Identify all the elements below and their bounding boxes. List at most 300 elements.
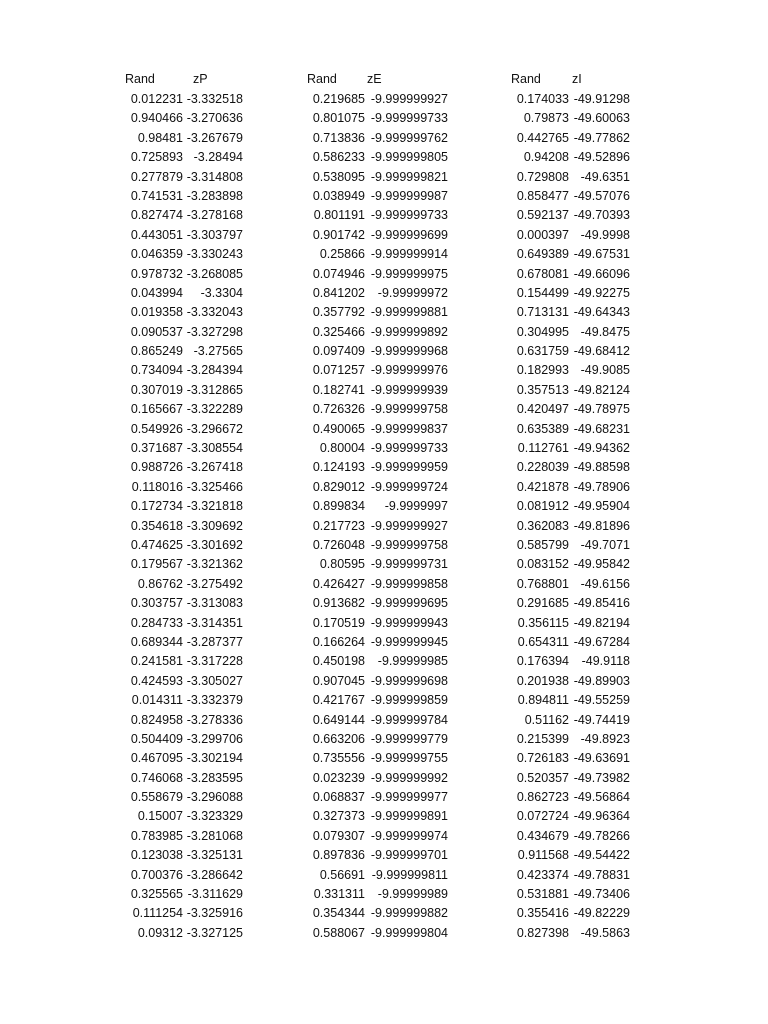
rand-cell: 0.585799 — [516, 537, 569, 552]
table-row — [118, 381, 243, 400]
z-value-cell: -9.999999891 — [370, 809, 448, 824]
z-value-cell: -9.999999974 — [370, 828, 448, 843]
header-rand: Rand — [307, 72, 337, 86]
z-value-cell: -49.57076 — [573, 188, 630, 203]
table-row — [300, 652, 448, 671]
table-row — [118, 187, 243, 206]
table-row — [118, 555, 243, 574]
rand-cell: 0.079307 — [312, 828, 365, 843]
table-row — [505, 769, 630, 788]
rand-cell: 0.303757 — [130, 596, 183, 611]
rand-cell: 0.988726 — [130, 460, 183, 475]
z-value-cell: -49.8923 — [580, 731, 630, 746]
rand-cell: 0.901742 — [312, 227, 365, 242]
table-row — [300, 284, 448, 303]
rand-cell: 0.827474 — [130, 208, 183, 223]
z-value-cell: -9.9999997 — [384, 499, 448, 514]
rand-cell: 0.746068 — [130, 770, 183, 785]
z-value-cell: -9.999999939 — [370, 382, 448, 397]
table-row — [118, 323, 243, 342]
table-row — [118, 807, 243, 826]
z-value-cell: -3.302194 — [186, 751, 243, 766]
z-value-cell: -49.60063 — [573, 111, 630, 126]
table-row — [118, 788, 243, 807]
z-value-cell: -9.999999882 — [370, 906, 448, 921]
z-value-cell: -49.73406 — [573, 887, 630, 902]
rand-cell: 0.354618 — [130, 518, 183, 533]
z-value-cell: -3.311629 — [187, 887, 243, 902]
z-value-cell: -3.321362 — [186, 557, 243, 572]
z-value-cell: -3.268085 — [186, 266, 243, 281]
table-row — [118, 749, 243, 768]
table-row — [118, 711, 243, 730]
z-value-cell: -49.78266 — [573, 828, 630, 843]
z-value-cell: -9.999999943 — [370, 615, 448, 630]
rand-cell: 0.865249 — [130, 344, 183, 359]
table-rand-zp — [118, 71, 243, 943]
rand-cell: 0.858477 — [516, 188, 569, 203]
table-row — [118, 614, 243, 633]
z-value-cell: -9.999999699 — [370, 227, 448, 242]
table-row — [118, 168, 243, 187]
table-row — [505, 129, 630, 148]
table-header — [300, 71, 448, 87]
z-value-cell: -9.99999989 — [377, 887, 448, 902]
table-row — [300, 924, 448, 943]
table-row — [118, 633, 243, 652]
rand-cell: 0.56691 — [319, 867, 365, 882]
z-value-cell: -3.330243 — [186, 247, 243, 262]
rand-cell: 0.112761 — [517, 441, 569, 456]
rand-cell: 0.166264 — [312, 634, 365, 649]
z-value-cell: -3.314808 — [186, 169, 243, 184]
rand-cell: 0.046359 — [130, 247, 183, 262]
rand-cell: 0.80595 — [319, 557, 365, 572]
table-row — [118, 730, 243, 749]
rand-cell: 0.012231 — [130, 92, 183, 106]
rand-cell: 0.725893 — [130, 150, 183, 165]
rand-cell: 0.911568 — [517, 848, 569, 863]
table-row — [505, 303, 630, 322]
rand-cell: 0.074946 — [312, 266, 365, 281]
z-value-cell: -49.81896 — [573, 518, 630, 533]
table-row — [505, 652, 630, 671]
z-value-cell: -9.999999698 — [370, 673, 448, 688]
z-value-cell: -49.68412 — [573, 344, 630, 359]
table-row — [118, 652, 243, 671]
z-value-cell: -49.9085 — [580, 363, 630, 378]
table-row — [505, 885, 630, 904]
rand-cell: 0.649144 — [312, 712, 365, 727]
table-row — [505, 400, 630, 419]
z-value-cell: -3.27565 — [193, 344, 243, 359]
rand-cell: 0.689344 — [130, 634, 183, 649]
table-row — [505, 788, 630, 807]
table-row — [118, 904, 243, 923]
table-row — [505, 245, 630, 264]
table-rand-zi — [505, 71, 630, 943]
table-row — [300, 904, 448, 923]
table-row — [300, 517, 448, 536]
z-value-cell: -49.68231 — [573, 421, 630, 436]
table-row — [300, 458, 448, 477]
rand-cell: 0.51162 — [524, 712, 569, 727]
z-value-cell: -3.305027 — [186, 673, 243, 688]
z-value-cell: -9.999999968 — [370, 344, 448, 359]
z-value-cell: -3.275492 — [186, 576, 243, 591]
table-row — [300, 323, 448, 342]
z-value-cell: -49.77862 — [573, 130, 630, 145]
z-value-cell: -9.999999858 — [370, 576, 448, 591]
table-row — [505, 711, 630, 730]
table-row — [505, 168, 630, 187]
z-value-cell: -9.999999837 — [370, 421, 448, 436]
rand-cell: 0.897836 — [312, 848, 365, 863]
rand-cell: 0.083152 — [516, 557, 569, 572]
table-row — [505, 342, 630, 361]
table-header — [505, 71, 630, 87]
table-row — [505, 691, 630, 710]
z-value-cell: -9.999999811 — [371, 867, 448, 882]
z-value-cell: -49.66096 — [573, 266, 630, 281]
rand-cell: 0.907045 — [312, 673, 365, 688]
z-value-cell: -3.325916 — [186, 906, 243, 921]
rand-cell: 0.174033 — [516, 92, 569, 106]
rand-cell: 0.072724 — [516, 809, 569, 824]
rand-cell: 0.635389 — [516, 421, 569, 436]
table-row — [118, 90, 243, 109]
rand-cell: 0.071257 — [312, 363, 365, 378]
table-row — [118, 400, 243, 419]
rand-cell: 0.588067 — [312, 925, 365, 940]
table-row — [118, 594, 243, 613]
table-row — [300, 439, 448, 458]
header-rand: Rand — [125, 72, 155, 86]
table-row — [118, 361, 243, 380]
table-row — [118, 109, 243, 128]
table-row — [300, 206, 448, 225]
rand-cell: 0.219685 — [312, 92, 365, 106]
rand-cell: 0.123038 — [130, 848, 183, 863]
z-value-cell: -9.999999733 — [370, 111, 448, 126]
z-value-cell: -9.999999859 — [370, 693, 448, 708]
z-value-cell: -3.267679 — [186, 130, 243, 145]
rand-cell: 0.592137 — [516, 208, 569, 223]
table-row — [118, 691, 243, 710]
rand-cell: 0.426427 — [312, 576, 365, 591]
z-value-cell: -9.999999927 — [370, 518, 448, 533]
z-value-cell: -49.91298 — [573, 92, 630, 106]
rand-cell: 0.654311 — [517, 634, 569, 649]
rand-cell: 0.068837 — [312, 790, 365, 805]
z-value-cell: -49.82124 — [573, 382, 630, 397]
z-value-cell: -9.999999701 — [370, 848, 448, 863]
rand-cell: 0.801075 — [312, 111, 365, 126]
table-row — [505, 381, 630, 400]
table-row — [118, 148, 243, 167]
rand-cell: 0.325565 — [130, 887, 183, 902]
rand-cell: 0.182741 — [312, 382, 365, 397]
z-value-cell: -49.88598 — [573, 460, 630, 475]
z-value-cell: -9.999999804 — [370, 925, 448, 940]
table-row — [300, 672, 448, 691]
z-value-cell: -3.278168 — [186, 208, 243, 223]
z-value-cell: -3.309692 — [186, 518, 243, 533]
rand-cell: 0.663206 — [312, 731, 365, 746]
table-row — [505, 109, 630, 128]
table-row — [118, 478, 243, 497]
z-value-cell: -9.999999977 — [370, 790, 448, 805]
rand-cell: 0.284733 — [130, 615, 183, 630]
table-row — [505, 458, 630, 477]
z-value-cell: -49.89903 — [573, 673, 630, 688]
rand-cell: 0.15007 — [137, 809, 183, 824]
rand-cell: 0.841202 — [312, 285, 365, 300]
table-row — [300, 555, 448, 574]
rand-cell: 0.307019 — [130, 382, 183, 397]
z-value-cell: -9.999999758 — [370, 402, 448, 417]
rand-cell: 0.94208 — [523, 150, 569, 165]
z-value-cell: -49.78831 — [573, 867, 630, 882]
z-value-cell: -9.999999755 — [370, 751, 448, 766]
z-value-cell: -3.332043 — [186, 305, 243, 320]
z-value-cell: -3.278336 — [186, 712, 243, 727]
rand-cell: 0.801191 — [313, 208, 365, 223]
z-value-cell: -49.96364 — [573, 809, 630, 824]
z-value-cell: -9.999999976 — [370, 363, 448, 378]
z-value-cell: -9.999999695 — [370, 596, 448, 611]
table-row — [118, 536, 243, 555]
z-value-cell: -3.314351 — [186, 615, 243, 630]
rand-cell: 0.043994 — [130, 285, 183, 300]
z-value-cell: -9.999999784 — [370, 712, 448, 727]
rand-cell: 0.356115 — [517, 615, 569, 630]
rand-cell: 0.913682 — [312, 596, 365, 611]
table-row — [505, 827, 630, 846]
rand-cell: 0.899834 — [312, 499, 365, 514]
table-row — [505, 361, 630, 380]
table-row — [300, 846, 448, 865]
table-row — [300, 420, 448, 439]
rand-cell: 0.355416 — [516, 906, 569, 921]
z-value-cell: -3.28494 — [193, 150, 243, 165]
z-value-cell: -9.99999985 — [377, 654, 448, 669]
z-value-cell: -9.999999731 — [370, 557, 448, 572]
header-ze: zE — [367, 72, 382, 86]
z-value-cell: -49.52896 — [573, 150, 630, 165]
rand-cell: 0.371687 — [130, 441, 183, 456]
table-row — [505, 594, 630, 613]
z-value-cell: -3.313083 — [186, 596, 243, 611]
rand-cell: 0.713131 — [516, 305, 569, 320]
z-value-cell: -49.82229 — [573, 906, 630, 921]
z-value-cell: -9.99999972 — [377, 285, 448, 300]
table-row — [300, 245, 448, 264]
table-row — [300, 691, 448, 710]
z-value-cell: -9.999999892 — [370, 324, 448, 339]
table-row — [505, 265, 630, 284]
rand-cell: 0.79873 — [523, 111, 569, 126]
z-value-cell: -3.325131 — [186, 848, 243, 863]
table-row — [118, 420, 243, 439]
z-value-cell: -49.56864 — [573, 790, 630, 805]
rand-cell: 0.700376 — [130, 867, 183, 882]
table-row — [300, 749, 448, 768]
rand-cell: 0.09312 — [137, 925, 183, 940]
table-row — [118, 827, 243, 846]
z-value-cell: -3.323329 — [186, 809, 243, 824]
z-value-cell: -3.308554 — [186, 441, 243, 456]
z-value-cell: -3.296672 — [186, 421, 243, 436]
header-rand: Rand — [511, 72, 541, 86]
rand-cell: 0.014311 — [131, 693, 183, 708]
z-value-cell: -49.94362 — [573, 441, 630, 456]
rand-cell: 0.729808 — [516, 169, 569, 184]
rand-cell: 0.978732 — [130, 266, 183, 281]
table-row — [300, 265, 448, 284]
table-row — [505, 536, 630, 555]
z-value-cell: -49.95842 — [573, 557, 630, 572]
rand-cell: 0.357513 — [516, 382, 569, 397]
rand-cell: 0.154499 — [516, 285, 569, 300]
rand-cell: 0.538095 — [312, 169, 365, 184]
table-row — [505, 148, 630, 167]
table-row — [300, 303, 448, 322]
table-row — [505, 730, 630, 749]
table-row — [505, 555, 630, 574]
rand-cell: 0.354344 — [312, 906, 365, 921]
z-value-cell: -3.267418 — [186, 460, 243, 475]
z-value-cell: -3.281068 — [186, 828, 243, 843]
table-row — [300, 90, 448, 109]
table-row — [118, 265, 243, 284]
table-row — [505, 749, 630, 768]
z-value-cell: -9.999999779 — [370, 731, 448, 746]
rand-cell: 0.420497 — [516, 402, 569, 417]
rand-cell: 0.277879 — [130, 169, 183, 184]
header-zi: zI — [572, 72, 582, 86]
z-value-cell: -9.999999992 — [370, 770, 448, 785]
table-row — [300, 361, 448, 380]
z-value-cell: -49.92275 — [573, 285, 630, 300]
z-value-cell: -9.999999733 — [370, 208, 448, 223]
rand-cell: 0.090537 — [130, 324, 183, 339]
rand-cell: 0.081912 — [516, 499, 569, 514]
table-row — [118, 885, 243, 904]
rand-cell: 0.421878 — [516, 479, 569, 494]
z-value-cell: -49.6156 — [580, 576, 630, 591]
rand-cell: 0.172734 — [130, 499, 183, 514]
z-value-cell: -49.74419 — [573, 712, 630, 727]
rand-cell: 0.000397 — [516, 227, 569, 242]
z-value-cell: -9.999999733 — [370, 441, 448, 456]
table-row — [118, 769, 243, 788]
rand-cell: 0.783985 — [130, 828, 183, 843]
z-value-cell: -9.999999758 — [370, 537, 448, 552]
rand-cell: 0.768801 — [516, 576, 569, 591]
z-value-cell: -49.78906 — [573, 479, 630, 494]
rand-cell: 0.019358 — [130, 305, 183, 320]
rand-cell: 0.118016 — [131, 479, 183, 494]
table-row — [505, 866, 630, 885]
z-value-cell: -49.6351 — [580, 169, 630, 184]
table-row — [118, 342, 243, 361]
rand-cell: 0.421767 — [312, 693, 365, 708]
z-value-cell: -9.999999959 — [370, 460, 448, 475]
rand-cell: 0.423374 — [516, 867, 569, 882]
table-row — [300, 827, 448, 846]
z-value-cell: -49.67531 — [573, 247, 630, 262]
table-row — [505, 90, 630, 109]
table-row — [118, 439, 243, 458]
rand-cell: 0.829012 — [312, 479, 365, 494]
z-value-cell: -3.327298 — [186, 324, 243, 339]
table-row — [118, 206, 243, 225]
z-value-cell: -3.296088 — [186, 790, 243, 805]
rand-cell: 0.940466 — [130, 111, 183, 126]
rand-cell: 0.165667 — [130, 402, 183, 417]
table-row — [300, 342, 448, 361]
table-row — [118, 245, 243, 264]
z-value-cell: -9.999999762 — [370, 130, 448, 145]
z-value-cell: -3.312865 — [186, 382, 243, 397]
z-value-cell: -3.322289 — [186, 402, 243, 417]
z-value-cell: -3.317228 — [186, 654, 243, 669]
z-value-cell: -3.287377 — [186, 634, 243, 649]
rand-cell: 0.531881 — [516, 887, 569, 902]
rand-cell: 0.434679 — [516, 828, 569, 843]
rand-cell: 0.80004 — [319, 441, 365, 456]
z-value-cell: -3.303797 — [186, 227, 243, 242]
z-value-cell: -9.999999987 — [370, 188, 448, 203]
z-value-cell: -9.999999805 — [370, 150, 448, 165]
rand-cell: 0.649389 — [516, 247, 569, 262]
rand-cell: 0.520357 — [516, 770, 569, 785]
table-row — [300, 536, 448, 555]
table-row — [300, 885, 448, 904]
table-row — [505, 614, 630, 633]
rand-cell: 0.097409 — [312, 344, 365, 359]
table-rand-ze — [300, 71, 448, 943]
table-row — [300, 711, 448, 730]
rand-cell: 0.678081 — [516, 266, 569, 281]
table-row — [505, 226, 630, 245]
table-row — [300, 807, 448, 826]
z-value-cell: -49.55259 — [573, 693, 630, 708]
rand-cell: 0.357792 — [312, 305, 365, 320]
rand-cell: 0.862723 — [516, 790, 569, 805]
table-row — [300, 129, 448, 148]
rand-cell: 0.490065 — [312, 421, 365, 436]
table-row — [118, 924, 243, 943]
rand-cell: 0.443051 — [130, 227, 183, 242]
rand-cell: 0.467095 — [130, 751, 183, 766]
rand-cell: 0.215399 — [516, 731, 569, 746]
table-row — [118, 284, 243, 303]
z-value-cell: -3.332518 — [186, 92, 243, 106]
table-row — [300, 381, 448, 400]
z-value-cell: -49.70393 — [573, 208, 630, 223]
rand-cell: 0.201938 — [516, 673, 569, 688]
z-value-cell: -3.284394 — [186, 363, 243, 378]
table-row — [300, 769, 448, 788]
table-row — [118, 846, 243, 865]
rand-cell: 0.726183 — [516, 751, 569, 766]
table-row — [300, 400, 448, 419]
table-row — [118, 458, 243, 477]
rand-cell: 0.726326 — [312, 402, 365, 417]
rand-cell: 0.504409 — [130, 731, 183, 746]
